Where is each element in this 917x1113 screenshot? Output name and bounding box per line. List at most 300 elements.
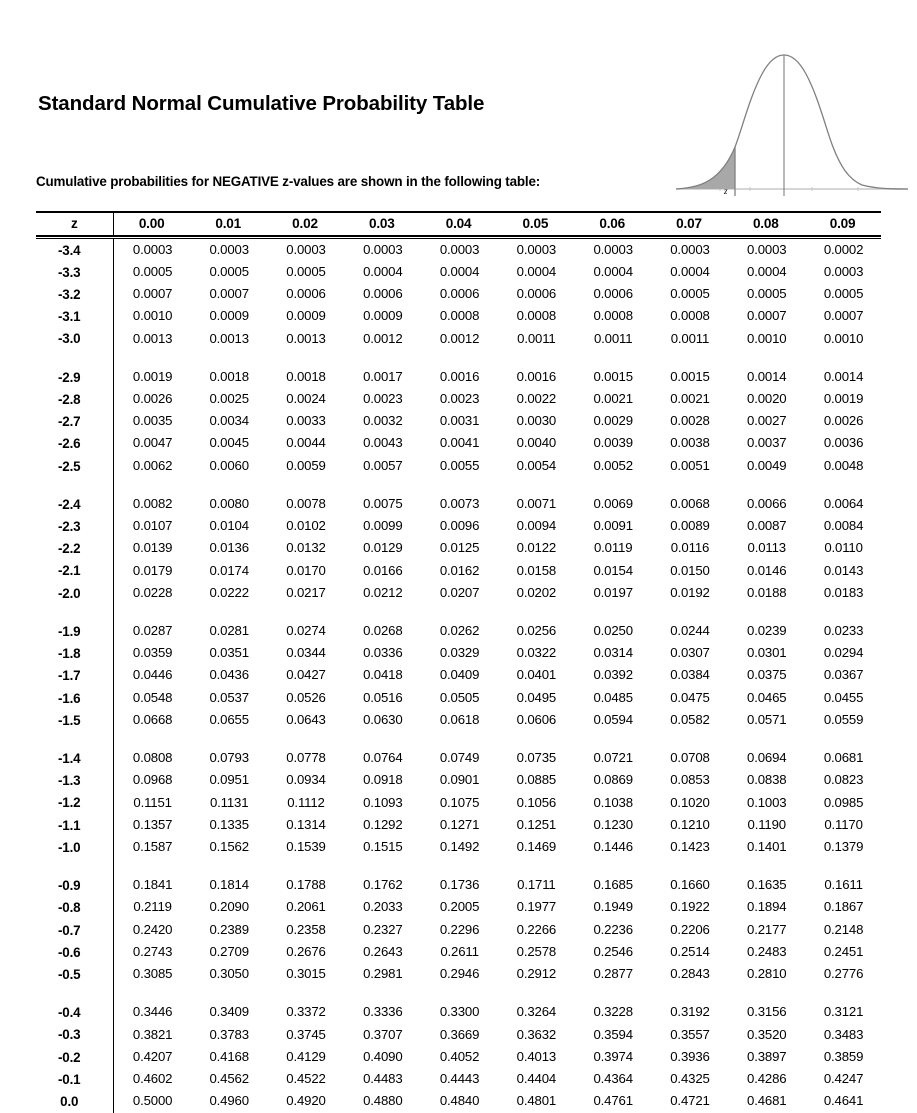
table-row — [36, 306, 881, 328]
probability-cell: 0.3050 — [209, 966, 249, 982]
probability-cell: 0.0003 — [593, 241, 633, 257]
probability-cell: 0.0010 — [747, 330, 787, 346]
probability-cell: 0.0007 — [823, 308, 864, 324]
probability-cell: 0.0197 — [593, 584, 633, 600]
probability-cell: 0.0055 — [439, 457, 480, 473]
spacer-cell — [343, 477, 420, 493]
spacer-cell — [804, 731, 881, 747]
probability-cell: 0.0014 — [747, 368, 787, 384]
probability-cell: 0.2743 — [132, 943, 173, 959]
table-row — [36, 493, 881, 515]
table-block-spacer — [36, 731, 881, 747]
spacer-cell — [420, 731, 497, 747]
probability-cell: 0.3632 — [516, 1026, 557, 1042]
spacer-cell — [113, 986, 190, 1002]
probability-cell: 0.0028 — [670, 413, 710, 429]
probability-cell: 0.0003 — [747, 241, 787, 257]
table-row — [36, 283, 881, 305]
spacer-cell — [804, 604, 881, 620]
probability-cell: 0.0150 — [670, 562, 710, 578]
header-row — [36, 213, 881, 235]
probability-cell: 0.1736 — [439, 877, 480, 893]
probability-cell: 0.0256 — [516, 623, 557, 639]
probability-cell: 0.0129 — [363, 540, 403, 556]
spacer-cell — [497, 858, 574, 874]
header-z: z — [36, 213, 113, 235]
spacer-cell — [727, 477, 804, 493]
probability-cell: 0.0708 — [670, 750, 710, 766]
probability-cell: 0.0162 — [439, 562, 480, 578]
probability-cell: 0.0004 — [747, 263, 787, 279]
table-row — [36, 455, 881, 477]
probability-cell: 0.1038 — [593, 794, 633, 810]
spacer-cell — [497, 477, 574, 493]
probability-cell: 0.3336 — [363, 1004, 403, 1020]
z-value-cell: -2.9 — [36, 366, 113, 388]
spacer-cell — [727, 986, 804, 1002]
probability-cell: 0.2005 — [439, 899, 480, 915]
probability-cell: 0.0009 — [286, 308, 326, 324]
probability-cell: 0.0012 — [439, 330, 480, 346]
table-row — [36, 328, 881, 350]
probability-cell: 0.0918 — [363, 772, 403, 788]
probability-cell: 0.4364 — [593, 1070, 633, 1086]
probability-cell: 0.4090 — [363, 1048, 403, 1064]
probability-cell: 0.0008 — [516, 308, 557, 324]
z-value-cell: -0.4 — [36, 1002, 113, 1024]
probability-cell: 0.0013 — [286, 330, 326, 346]
table-header — [36, 213, 881, 235]
spacer-cell — [190, 986, 267, 1002]
standard-normal-curve-figure — [672, 44, 912, 204]
spacer-cell — [190, 731, 267, 747]
table-row — [36, 388, 881, 410]
table-row — [36, 687, 881, 709]
header-col-9: 0.09 — [829, 216, 856, 231]
probability-cell: 0.0107 — [132, 518, 173, 534]
probability-cell: 0.5000 — [132, 1093, 173, 1109]
probability-cell: 0.4602 — [132, 1070, 173, 1086]
header-col-6: 0.06 — [599, 216, 626, 231]
probability-cell: 0.2483 — [747, 943, 787, 959]
probability-cell: 0.2877 — [593, 966, 633, 982]
table-row — [36, 239, 881, 261]
probability-cell: 0.0207 — [439, 584, 480, 600]
probability-cell: 0.0025 — [209, 391, 249, 407]
probability-cell: 0.1492 — [439, 838, 480, 854]
probability-cell: 0.0044 — [286, 435, 326, 451]
header-col-1: 0.01 — [215, 216, 242, 231]
spacer-z-cell — [36, 986, 113, 1002]
probability-cell: 0.0217 — [286, 584, 326, 600]
probability-cell: 0.4641 — [823, 1093, 864, 1109]
probability-cell: 0.0057 — [363, 457, 403, 473]
probability-cell: 0.0294 — [823, 645, 864, 661]
probability-cell: 0.0125 — [439, 540, 480, 556]
z-value-cell: -1.0 — [36, 836, 113, 858]
table-block-spacer — [36, 477, 881, 493]
standard-normal-table-body — [36, 239, 881, 1113]
z-value-cell: 0.0 — [36, 1090, 113, 1112]
probability-cell: 0.1469 — [516, 838, 557, 854]
probability-cell: 0.4880 — [363, 1093, 403, 1109]
probability-cell: 0.1292 — [363, 816, 403, 832]
probability-cell: 0.0526 — [286, 689, 326, 705]
spacer-cell — [727, 858, 804, 874]
probability-cell: 0.0039 — [593, 435, 633, 451]
probability-cell: 0.0110 — [824, 540, 863, 556]
probability-cell: 0.0793 — [209, 750, 249, 766]
probability-cell: 0.0250 — [593, 623, 633, 639]
probability-cell: 0.2643 — [363, 943, 403, 959]
probability-cell: 0.0158 — [516, 562, 557, 578]
probability-cell: 0.0008 — [593, 308, 633, 324]
z-value-cell: -3.1 — [36, 306, 113, 328]
probability-cell: 0.2296 — [439, 921, 480, 937]
spacer-cell — [651, 858, 728, 874]
header-col-5: 0.05 — [522, 216, 549, 231]
probability-cell: 0.0287 — [132, 623, 173, 639]
table-row — [36, 538, 881, 560]
probability-cell: 0.0455 — [823, 689, 864, 705]
probability-cell: 0.2676 — [286, 943, 326, 959]
probability-cell: 0.0008 — [439, 308, 480, 324]
probability-cell: 0.2981 — [363, 966, 403, 982]
probability-cell: 0.0244 — [670, 623, 710, 639]
probability-cell: 0.4168 — [209, 1048, 249, 1064]
z-value-cell: -1.5 — [36, 709, 113, 731]
probability-cell: 0.0040 — [516, 435, 557, 451]
probability-cell: 0.0104 — [209, 518, 249, 534]
probability-cell: 0.0094 — [516, 518, 557, 534]
probability-cell: 0.4013 — [516, 1048, 557, 1064]
probability-cell: 0.0007 — [209, 286, 249, 302]
probability-cell: 0.0004 — [439, 263, 480, 279]
spacer-cell — [420, 986, 497, 1002]
probability-cell: 0.0630 — [363, 711, 403, 727]
spacer-cell — [727, 350, 804, 366]
probability-cell: 0.0051 — [670, 457, 710, 473]
probability-cell: 0.0048 — [823, 457, 864, 473]
probability-cell: 0.3594 — [593, 1026, 633, 1042]
probability-cell: 0.1314 — [286, 816, 326, 832]
table-row — [36, 897, 881, 919]
probability-cell: 0.0262 — [439, 623, 480, 639]
header-col-2: 0.02 — [292, 216, 318, 231]
probability-cell: 0.1867 — [823, 899, 864, 915]
probability-cell: 0.0401 — [516, 667, 557, 683]
probability-cell: 0.0136 — [209, 540, 249, 556]
spacer-cell — [804, 858, 881, 874]
table-row — [36, 366, 881, 388]
spacer-cell — [804, 477, 881, 493]
table-row — [36, 770, 881, 792]
probability-cell: 0.0043 — [363, 435, 403, 451]
probability-cell: 0.4761 — [593, 1093, 633, 1109]
probability-cell: 0.0021 — [670, 391, 710, 407]
probability-cell: 0.0274 — [286, 623, 326, 639]
probability-cell: 0.0038 — [670, 435, 710, 451]
spacer-cell — [343, 731, 420, 747]
probability-cell: 0.0102 — [286, 518, 326, 534]
probability-cell: 0.1003 — [747, 794, 787, 810]
probability-cell: 0.0002 — [823, 241, 864, 257]
probability-cell: 0.2546 — [593, 943, 633, 959]
probability-cell: 0.0017 — [363, 368, 403, 384]
probability-cell: 0.3372 — [286, 1004, 326, 1020]
probability-cell: 0.0084 — [823, 518, 864, 534]
probability-cell: 0.1131 — [209, 794, 249, 810]
probability-cell: 0.0035 — [132, 413, 173, 429]
spacer-cell — [420, 350, 497, 366]
probability-cell: 0.3483 — [823, 1026, 864, 1042]
spacer-cell — [267, 350, 344, 366]
spacer-cell — [343, 986, 420, 1002]
probability-cell: 0.2912 — [516, 966, 557, 982]
probability-cell: 0.4562 — [209, 1070, 249, 1086]
spacer-cell — [651, 350, 728, 366]
probability-cell: 0.0351 — [209, 645, 249, 661]
probability-cell: 0.2236 — [593, 921, 633, 937]
table-row — [36, 1068, 881, 1090]
spacer-cell — [727, 731, 804, 747]
table-row — [36, 560, 881, 582]
probability-cell: 0.4325 — [670, 1070, 710, 1086]
probability-cell: 0.0011 — [670, 330, 710, 346]
probability-cell: 0.0091 — [593, 518, 633, 534]
spacer-cell — [113, 477, 190, 493]
probability-cell: 0.0049 — [747, 457, 787, 473]
probability-cell: 0.0559 — [823, 711, 864, 727]
probability-cell: 0.1020 — [670, 794, 710, 810]
normal-curve-icon — [672, 44, 912, 204]
probability-cell: 0.0034 — [209, 413, 249, 429]
z-value-cell: -1.3 — [36, 770, 113, 792]
probability-cell: 0.2327 — [363, 921, 403, 937]
table-row — [36, 709, 881, 731]
probability-cell: 0.1170 — [824, 816, 863, 832]
probability-cell: 0.0015 — [593, 368, 633, 384]
probability-cell: 0.0808 — [132, 750, 173, 766]
spacer-cell — [804, 350, 881, 366]
probability-cell: 0.2389 — [209, 921, 249, 937]
probability-cell: 0.2578 — [516, 943, 557, 959]
z-value-cell: -2.3 — [36, 515, 113, 537]
probability-cell: 0.1814 — [209, 877, 249, 893]
header-col-8: 0.08 — [752, 216, 779, 231]
probability-cell: 0.0618 — [439, 711, 480, 727]
probability-cell: 0.0113 — [747, 540, 786, 556]
probability-cell: 0.0087 — [747, 518, 787, 534]
spacer-cell — [113, 604, 190, 620]
z-value-cell: -0.3 — [36, 1024, 113, 1046]
probability-cell: 0.1210 — [670, 816, 710, 832]
probability-cell: 0.0008 — [670, 308, 710, 324]
probability-cell: 0.2266 — [516, 921, 557, 937]
probability-cell: 0.0853 — [670, 772, 710, 788]
probability-cell: 0.0009 — [209, 308, 249, 324]
probability-cell: 0.0032 — [363, 413, 403, 429]
spacer-cell — [497, 604, 574, 620]
probability-cell: 0.0019 — [132, 368, 173, 384]
probability-cell: 0.4681 — [747, 1093, 787, 1109]
probability-cell: 0.4129 — [286, 1048, 326, 1064]
spacer-z-cell — [36, 477, 113, 493]
probability-cell: 0.0571 — [747, 711, 787, 727]
probability-cell: 0.3121 — [823, 1004, 864, 1020]
spacer-cell — [113, 350, 190, 366]
probability-cell: 0.3974 — [593, 1048, 633, 1064]
probability-cell: 0.0694 — [747, 750, 787, 766]
probability-cell: 0.2709 — [209, 943, 249, 959]
spacer-cell — [497, 350, 574, 366]
spacer-cell — [113, 858, 190, 874]
spacer-cell — [190, 477, 267, 493]
spacer-cell — [574, 477, 651, 493]
spacer-cell — [343, 604, 420, 620]
z-value-cell: -2.4 — [36, 493, 113, 515]
table-row — [36, 963, 881, 985]
probability-cell: 0.0409 — [439, 667, 480, 683]
z-value-cell: -1.9 — [36, 620, 113, 642]
probability-cell: 0.4721 — [670, 1093, 710, 1109]
probability-cell: 0.2611 — [440, 943, 479, 959]
z-value-cell: -0.7 — [36, 919, 113, 941]
probability-cell: 0.0548 — [132, 689, 173, 705]
probability-cell: 0.1685 — [593, 877, 633, 893]
z-value-cell: -1.4 — [36, 747, 113, 769]
probability-cell: 0.0033 — [286, 413, 326, 429]
probability-cell: 0.3156 — [747, 1004, 787, 1020]
probability-cell: 0.2514 — [670, 943, 710, 959]
probability-cell: 0.3936 — [670, 1048, 710, 1064]
probability-cell: 0.3015 — [286, 966, 326, 982]
probability-cell: 0.0735 — [516, 750, 557, 766]
probability-cell: 0.0170 — [286, 562, 326, 578]
probability-cell: 0.0009 — [363, 308, 403, 324]
probability-cell: 0.0392 — [593, 667, 633, 683]
probability-cell: 0.0901 — [439, 772, 480, 788]
probability-cell: 0.0004 — [593, 263, 633, 279]
spacer-cell — [267, 986, 344, 1002]
probability-cell: 0.0516 — [363, 689, 403, 705]
header-col-7: 0.07 — [676, 216, 702, 231]
probability-cell: 0.4404 — [516, 1070, 557, 1086]
spacer-cell — [420, 477, 497, 493]
probability-cell: 0.3520 — [747, 1026, 787, 1042]
spacer-cell — [497, 986, 574, 1002]
probability-cell: 0.0418 — [363, 667, 403, 683]
probability-cell: 0.0505 — [439, 689, 480, 705]
table-row — [36, 1024, 881, 1046]
probability-cell: 0.0026 — [132, 391, 173, 407]
probability-cell: 0.0188 — [747, 584, 787, 600]
probability-cell: 0.0047 — [132, 435, 173, 451]
probability-cell: 0.0446 — [132, 667, 173, 683]
probability-cell: 0.3228 — [593, 1004, 633, 1020]
probability-cell: 0.2119 — [133, 899, 172, 915]
table-row — [36, 1090, 881, 1112]
spacer-cell — [343, 858, 420, 874]
probability-cell: 0.0013 — [132, 330, 173, 346]
probability-cell: 0.0003 — [209, 241, 249, 257]
probability-cell: 0.2206 — [670, 921, 710, 937]
z-value-cell: -0.9 — [36, 874, 113, 896]
probability-cell: 0.0041 — [439, 435, 480, 451]
table-row — [36, 665, 881, 687]
probability-cell: 0.0384 — [670, 667, 710, 683]
probability-cell: 0.0322 — [516, 645, 557, 661]
probability-cell: 0.4483 — [363, 1070, 403, 1086]
probability-cell: 0.0307 — [670, 645, 710, 661]
probability-cell: 0.0329 — [439, 645, 480, 661]
z-value-cell: -0.8 — [36, 897, 113, 919]
probability-cell: 0.4207 — [132, 1048, 173, 1064]
probability-cell: 0.0681 — [823, 750, 864, 766]
probability-cell: 0.0003 — [132, 241, 173, 257]
probability-cell: 0.0054 — [516, 457, 557, 473]
spacer-cell — [267, 604, 344, 620]
spacer-cell — [190, 350, 267, 366]
probability-cell: 0.0023 — [363, 391, 403, 407]
table-row — [36, 874, 881, 896]
probability-cell: 0.1660 — [670, 877, 710, 893]
probability-cell: 0.1357 — [132, 816, 173, 832]
z-value-cell: -3.0 — [36, 328, 113, 350]
probability-cell: 0.1112 — [287, 794, 325, 810]
table-block-spacer — [36, 350, 881, 366]
probability-cell: 0.0582 — [670, 711, 710, 727]
probability-cell: 0.0016 — [516, 368, 557, 384]
probability-cell: 0.3300 — [439, 1004, 480, 1020]
probability-cell: 0.0606 — [516, 711, 557, 727]
probability-cell: 0.1788 — [286, 877, 326, 893]
z-value-cell: -3.4 — [36, 239, 113, 261]
probability-cell: 0.3745 — [286, 1026, 326, 1042]
table-row — [36, 582, 881, 604]
z-table-container — [36, 211, 881, 1113]
probability-cell: 0.2810 — [747, 966, 787, 982]
probability-cell: 0.4920 — [286, 1093, 326, 1109]
probability-cell: 0.0239 — [747, 623, 787, 639]
probability-cell: 0.1446 — [593, 838, 633, 854]
probability-cell: 0.0985 — [823, 794, 864, 810]
probability-cell: 0.4801 — [516, 1093, 557, 1109]
probability-cell: 0.0132 — [286, 540, 326, 556]
table-row — [36, 814, 881, 836]
probability-cell: 0.0007 — [132, 286, 173, 302]
spacer-cell — [574, 986, 651, 1002]
probability-cell: 0.0003 — [516, 241, 557, 257]
probability-cell: 0.1251 — [516, 816, 557, 832]
probability-cell: 0.0023 — [439, 391, 480, 407]
probability-cell: 0.0485 — [593, 689, 633, 705]
probability-cell: 0.0005 — [209, 263, 249, 279]
probability-cell: 0.3783 — [209, 1026, 249, 1042]
probability-cell: 0.2090 — [209, 899, 249, 915]
probability-cell: 0.3085 — [132, 966, 173, 982]
probability-cell: 0.0005 — [286, 263, 326, 279]
probability-cell: 0.0006 — [363, 286, 403, 302]
probability-cell: 0.1190 — [747, 816, 786, 832]
probability-cell: 0.0020 — [747, 391, 787, 407]
probability-cell: 0.0066 — [747, 495, 787, 511]
probability-cell: 0.1949 — [593, 899, 633, 915]
table-row — [36, 261, 881, 283]
probability-cell: 0.1922 — [670, 899, 710, 915]
probability-cell: 0.0004 — [363, 263, 403, 279]
z-value-cell: -2.7 — [36, 411, 113, 433]
